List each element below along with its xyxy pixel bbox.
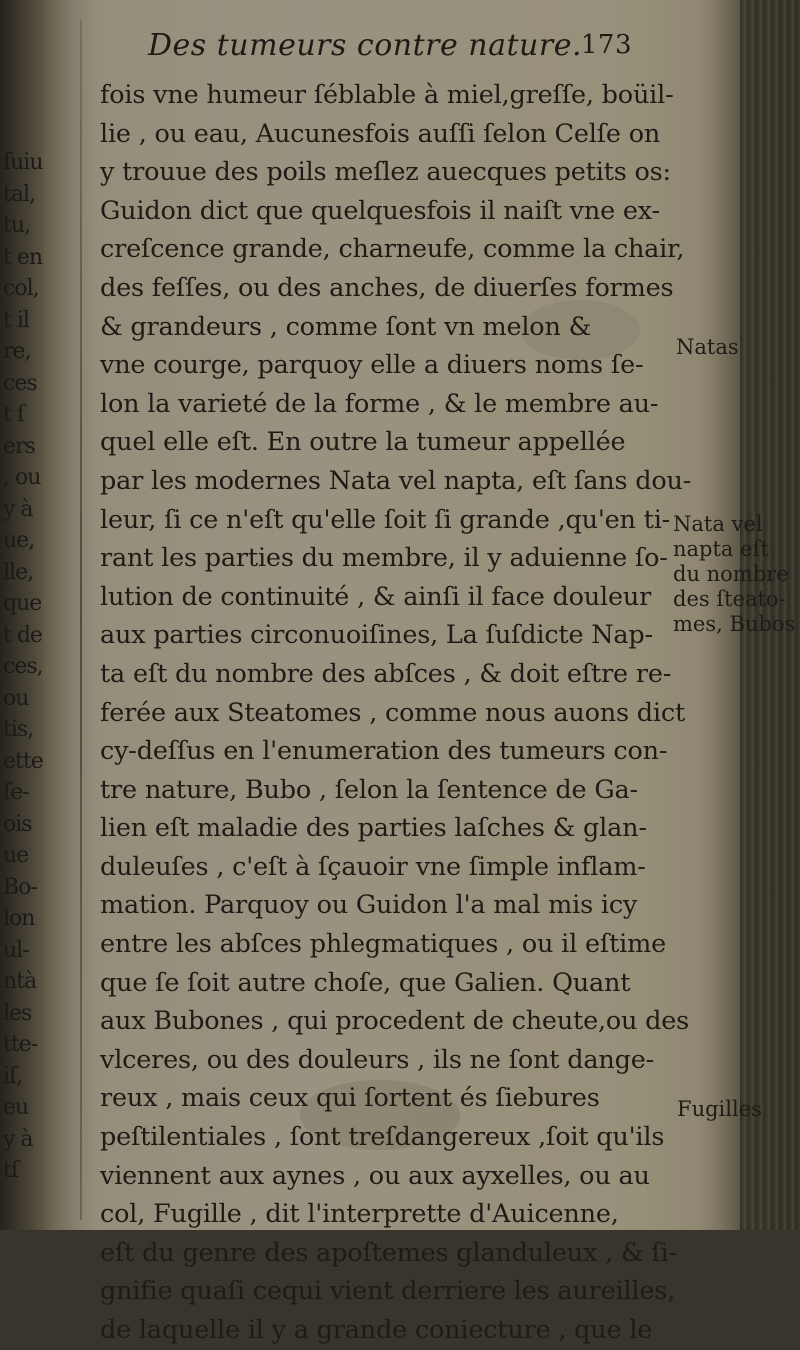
page-gutter bbox=[80, 20, 82, 1220]
text-line: des feſſes, ou des anches, de diuerſes formes bbox=[100, 272, 674, 303]
text-line: duleuſes , c'eſt à ſçauoir vne ſimple inflam- bbox=[100, 851, 646, 882]
text-line: Guidon dict que quelquesfois il naiſt vne ex- bbox=[100, 195, 660, 226]
text-line: creſcence grande, charneufe, comme la chair, bbox=[100, 234, 685, 265]
margin-note-line: des ſteato- bbox=[673, 587, 786, 611]
adjacent-page-fragment: ntà bbox=[3, 969, 37, 994]
adjacent-page-fragment: ces, bbox=[3, 654, 43, 679]
page-number: 173 bbox=[580, 30, 632, 60]
text-line: par les modernes Nata vel napta, eſt ſans dou- bbox=[100, 465, 692, 496]
adjacent-page-fragment: eu bbox=[3, 1095, 29, 1120]
adjacent-page-edge bbox=[0, 0, 44, 1230]
text-line: ta eſt du nombre des abſces , & doit eſtre re- bbox=[100, 658, 672, 689]
margin-note-line: du nombre bbox=[673, 562, 789, 586]
text-line: cy-deſſus en l'enumeration des tumeurs con- bbox=[100, 736, 668, 767]
text-line: que ſe ſoit autre choſe, que Galien. Quant bbox=[100, 967, 631, 998]
adjacent-page-fragment: tis, bbox=[3, 717, 34, 742]
adjacent-page-fragment: ois bbox=[3, 811, 32, 837]
text-line: fois vne humeur ſéblable à miel,greſſe, boüil- bbox=[100, 80, 674, 110]
text-line: vlceres, ou des douleurs , ils ne ſont dange- bbox=[100, 1044, 655, 1075]
adjacent-page-fragment: y à bbox=[3, 496, 33, 522]
adjacent-page-fragment: t de bbox=[3, 622, 42, 648]
text-line: reux , mais ceux qui ſortent és ſiebures bbox=[100, 1083, 600, 1114]
adjacent-page-fragment: ul- bbox=[3, 937, 29, 963]
text-line: col, Fugille , dit l'interprette d'Auicenne, bbox=[100, 1199, 619, 1230]
adjacent-page-fragment: ſe- bbox=[3, 780, 29, 805]
adjacent-page-fragment: les bbox=[3, 1000, 32, 1026]
adjacent-page-fragment: ces bbox=[3, 370, 37, 396]
text-line: viennent aux aynes , ou aux ayxelles, ou au bbox=[100, 1160, 650, 1191]
margin-note bbox=[676, 335, 739, 360]
text-line: tre nature, Bubo , ſelon la ſentence de Ga- bbox=[100, 774, 638, 805]
adjacent-page-fragment: t il bbox=[3, 307, 29, 333]
text-line: vne courge, parquoy elle a diuers noms ſe- bbox=[100, 350, 644, 381]
adjacent-page-fragment: tte- bbox=[3, 1032, 38, 1057]
adjacent-page-fragment: t en bbox=[3, 244, 43, 270]
text-line: de laquelle il y a grande coniecture , que le bbox=[100, 1315, 653, 1345]
text-line: peſtilentiales , ſont treſdangereux ,ſoit qu'ils bbox=[100, 1122, 665, 1153]
adjacent-page-fragment: ette bbox=[3, 748, 43, 774]
text-line: y trouue des poils meſlez auecques petits os: bbox=[100, 157, 671, 188]
text-line: mation. Parquoy ou Guidon l'a mal mis icy bbox=[100, 890, 638, 921]
text-line: ferée aux Steatomes , comme nous auons dict bbox=[100, 697, 685, 728]
margin-note bbox=[677, 1097, 762, 1122]
text-line: leur, ſi ce n'eſt qu'elle ſoit ſi grande ,qu'en ti- bbox=[100, 504, 671, 535]
adjacent-page-fragment: y à bbox=[3, 1126, 33, 1152]
adjacent-page-fragment: ue, bbox=[3, 528, 35, 553]
adjacent-page-fragment: que bbox=[3, 591, 42, 616]
adjacent-page-fragment: tu, bbox=[3, 213, 31, 238]
page-body bbox=[100, 28, 720, 1350]
text-line: gnifie quaſi cequi vient derriere les aureilles, bbox=[100, 1276, 676, 1307]
margin-note-line: mes, Bubos bbox=[673, 612, 796, 636]
text-line: lie , ou eau, Aucunesfois auſſi ſelon Celſe on bbox=[100, 118, 661, 149]
adjacent-page-fragment: t ſ bbox=[3, 402, 24, 427]
text-line: eſt du genre des apoſtemes glanduleux , & ſi- bbox=[100, 1237, 677, 1268]
text-line: aux Bubones , qui procedent de cheute,ou des bbox=[100, 1006, 690, 1037]
running-head bbox=[100, 28, 720, 76]
adjacent-page-fragment: iſ, bbox=[3, 1063, 23, 1089]
adjacent-page-fragment: col, bbox=[3, 276, 39, 301]
text-line: lien eſt maladie des parties laſches & glan- bbox=[100, 813, 647, 844]
margin-note-line: Nata vel bbox=[673, 512, 763, 536]
text-line: rant les parties du membre, il y aduienne ſo- bbox=[100, 543, 668, 574]
adjacent-page-fragment: ers bbox=[3, 433, 35, 459]
text-line: aux parties circonuoiſines, La ſuſdicte Nap- bbox=[100, 620, 653, 651]
margin-note-line: napta eſt bbox=[673, 537, 769, 561]
body-text bbox=[100, 76, 720, 1350]
adjacent-page-fragment: lle, bbox=[3, 559, 34, 585]
adjacent-page-fragment: , ou bbox=[3, 465, 41, 490]
text-line: lution de continuité , & ainſi il face douleur bbox=[100, 581, 652, 612]
adjacent-page-fragment: lon bbox=[3, 906, 35, 931]
adjacent-page-fragment: Bo- bbox=[3, 874, 37, 900]
adjacent-page-fragment: ſuiu bbox=[3, 150, 43, 175]
margin-note-line: Natas bbox=[676, 335, 739, 359]
adjacent-page-fragment: tſ bbox=[3, 1158, 18, 1183]
adjacent-page-fragment: re, bbox=[3, 339, 31, 364]
text-line: lon la varieté de la forme , & le membre au- bbox=[100, 388, 659, 419]
running-head-title: Des tumeurs contre nature. bbox=[148, 28, 582, 63]
text-line: & grandeurs , comme ſont vn melon & bbox=[100, 311, 592, 342]
margin-note bbox=[673, 512, 795, 637]
margin-note-line: Fugilles bbox=[677, 1097, 762, 1121]
text-line: entre les abſces phlegmatiques , ou il eſtime bbox=[100, 929, 666, 960]
text-line: quel elle eſt. En outre la tumeur appellée bbox=[100, 427, 626, 458]
adjacent-page-fragment: ue bbox=[3, 843, 29, 868]
adjacent-page-fragment: tal, bbox=[3, 181, 35, 207]
adjacent-page-fragment: ou bbox=[3, 685, 29, 711]
